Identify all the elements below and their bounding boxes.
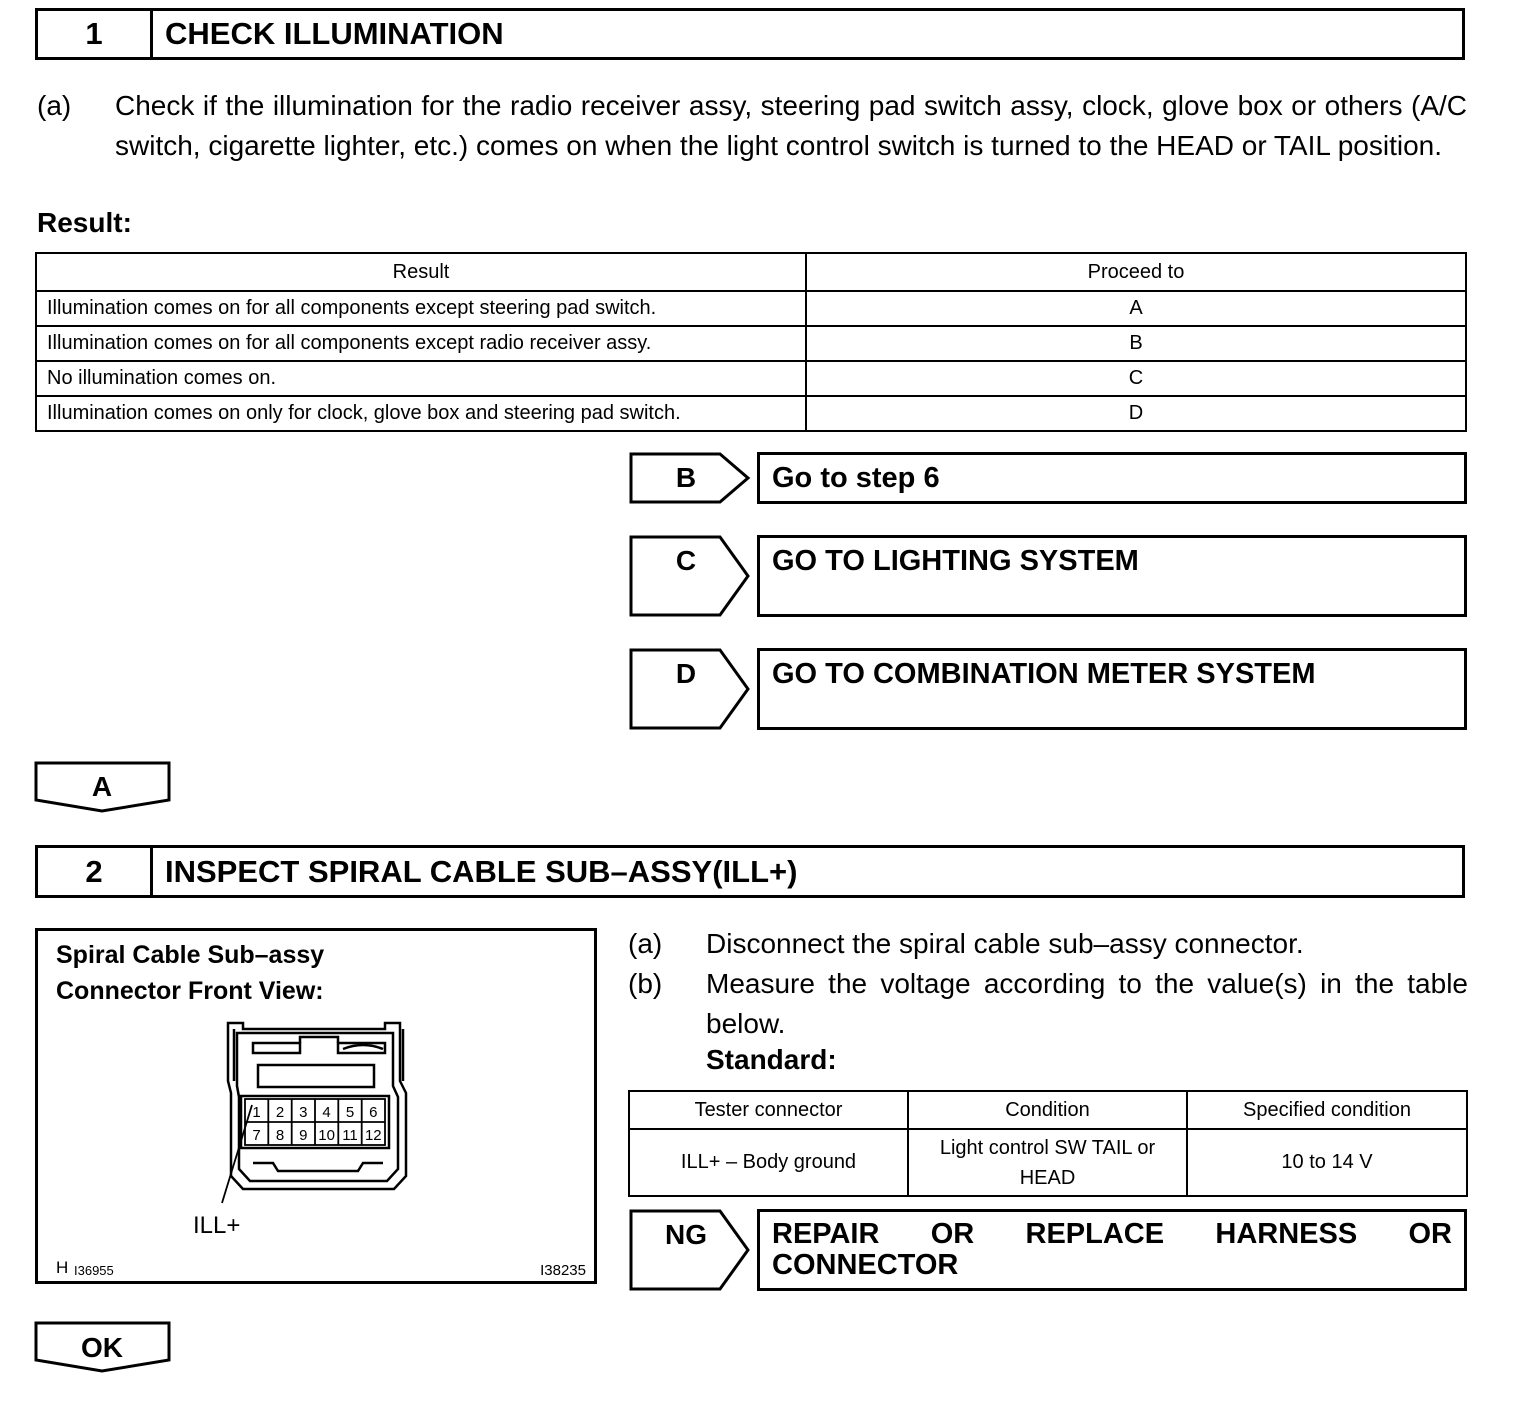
step-2-header [35, 845, 1465, 898]
table-cell: 10 to 14 V [1187, 1129, 1467, 1196]
pin-number: 3 [299, 1104, 308, 1121]
branch-destination: Go to step 6 [757, 452, 1467, 504]
table-cell: Illumination comes on only for clock, glove box and steering pad switch. [36, 396, 806, 431]
pin-number: 1 [252, 1104, 261, 1121]
pin-label: ILL+ [193, 1212, 241, 1239]
table-row [629, 1129, 1467, 1196]
branch-code: B [675, 462, 697, 493]
result-label: Result: [37, 207, 132, 238]
standard-table [628, 1090, 1468, 1197]
instruction-label: (a) [37, 90, 72, 121]
step-2-instruction-a [628, 924, 1468, 964]
pin-number: 2 [275, 1104, 285, 1121]
branch-code: D [675, 658, 697, 689]
step-number: 2 [38, 848, 153, 895]
branch-destination: GO TO COMBINATION METER SYSTEM [757, 648, 1467, 730]
step-title: CHECK ILLUMINATION [165, 16, 504, 51]
table-row [36, 361, 1466, 396]
instruction-text: Disconnect the spiral cable sub–assy connector. [706, 928, 1304, 959]
standard-label: Standard: [706, 1044, 837, 1075]
pin-number: 12 [364, 1127, 382, 1144]
next-arrow-a [33, 760, 173, 814]
step-number: 1 [38, 11, 153, 57]
table-cell: Illumination comes on for all components except steering pad switch. [36, 291, 806, 326]
table-cell: D [806, 396, 1466, 431]
pin-number: 5 [345, 1104, 355, 1121]
table-cell: ILL+ – Body ground [629, 1129, 908, 1196]
step-2-instruction-b [628, 964, 1468, 1044]
caption-line: Spiral Cable Sub–assy [56, 941, 325, 969]
branch-arrow-d [628, 647, 753, 731]
column-header: Proceed to [806, 253, 1466, 291]
step-title: INSPECT SPIRAL CABLE SUB–ASSY(ILL+) [165, 854, 798, 889]
table-row [36, 326, 1466, 361]
figure-code: I36955 [74, 1263, 114, 1278]
connector-drawing [38, 931, 594, 1281]
instruction-text: Measure the voltage according to the value(s) in the table below. [706, 968, 1468, 1039]
connector-figure [35, 928, 597, 1284]
figure-code-prefix: H [56, 1258, 69, 1277]
ok-label: OK [81, 1332, 123, 1363]
instruction-text: Check if the illumination for the radio receiver assy, steering pad switch assy, clock, glove box or others (A/C switch, cigarette lighter, etc.) comes on when the light control switch is turned to the HEAD or TAIL position. [115, 90, 1467, 161]
branch-arrow-c [628, 534, 753, 618]
table-cell: No illumination comes on. [36, 361, 806, 396]
next-arrow-ok [33, 1320, 173, 1374]
table-cell: A [806, 291, 1466, 326]
instruction-label: (b) [628, 968, 663, 999]
result-table [35, 252, 1467, 432]
pin-number: 8 [275, 1127, 285, 1144]
table-cell: C [806, 361, 1466, 396]
column-header: Condition [908, 1091, 1187, 1129]
column-header: Tester connector [629, 1091, 908, 1129]
caption-line: Connector Front View: [56, 977, 324, 1005]
branch-arrow-b [628, 451, 753, 505]
pin-number: 10 [318, 1127, 335, 1144]
pin-number: 6 [369, 1104, 378, 1121]
branch-destination: REPAIR OR REPLACE HARNESS OR CONNECTOR [757, 1209, 1467, 1291]
next-label: A [91, 771, 113, 802]
pin-number: 4 [322, 1104, 331, 1121]
branch-destination: GO TO LIGHTING SYSTEM [757, 535, 1467, 617]
table-row [36, 291, 1466, 326]
column-header: Specified condition [1187, 1091, 1467, 1129]
table-cell: Illumination comes on for all components except radio receiver assy. [36, 326, 806, 361]
instruction-label: (a) [628, 928, 663, 959]
table-row [36, 396, 1466, 431]
column-header: Result [36, 253, 806, 291]
pin-number: 9 [299, 1127, 308, 1144]
pin-number: 11 [342, 1127, 358, 1144]
table-cell: B [806, 326, 1466, 361]
step-1-header [35, 8, 1465, 60]
figure-code: I38235 [540, 1262, 586, 1279]
branch-code: C [675, 545, 697, 576]
branch-code: NG [665, 1219, 707, 1250]
step-1-instruction-a [37, 86, 1467, 206]
pin-number: 7 [252, 1127, 261, 1144]
branch-arrow-ng [628, 1208, 753, 1292]
table-cell: Light control SW TAIL or HEAD [908, 1129, 1187, 1196]
